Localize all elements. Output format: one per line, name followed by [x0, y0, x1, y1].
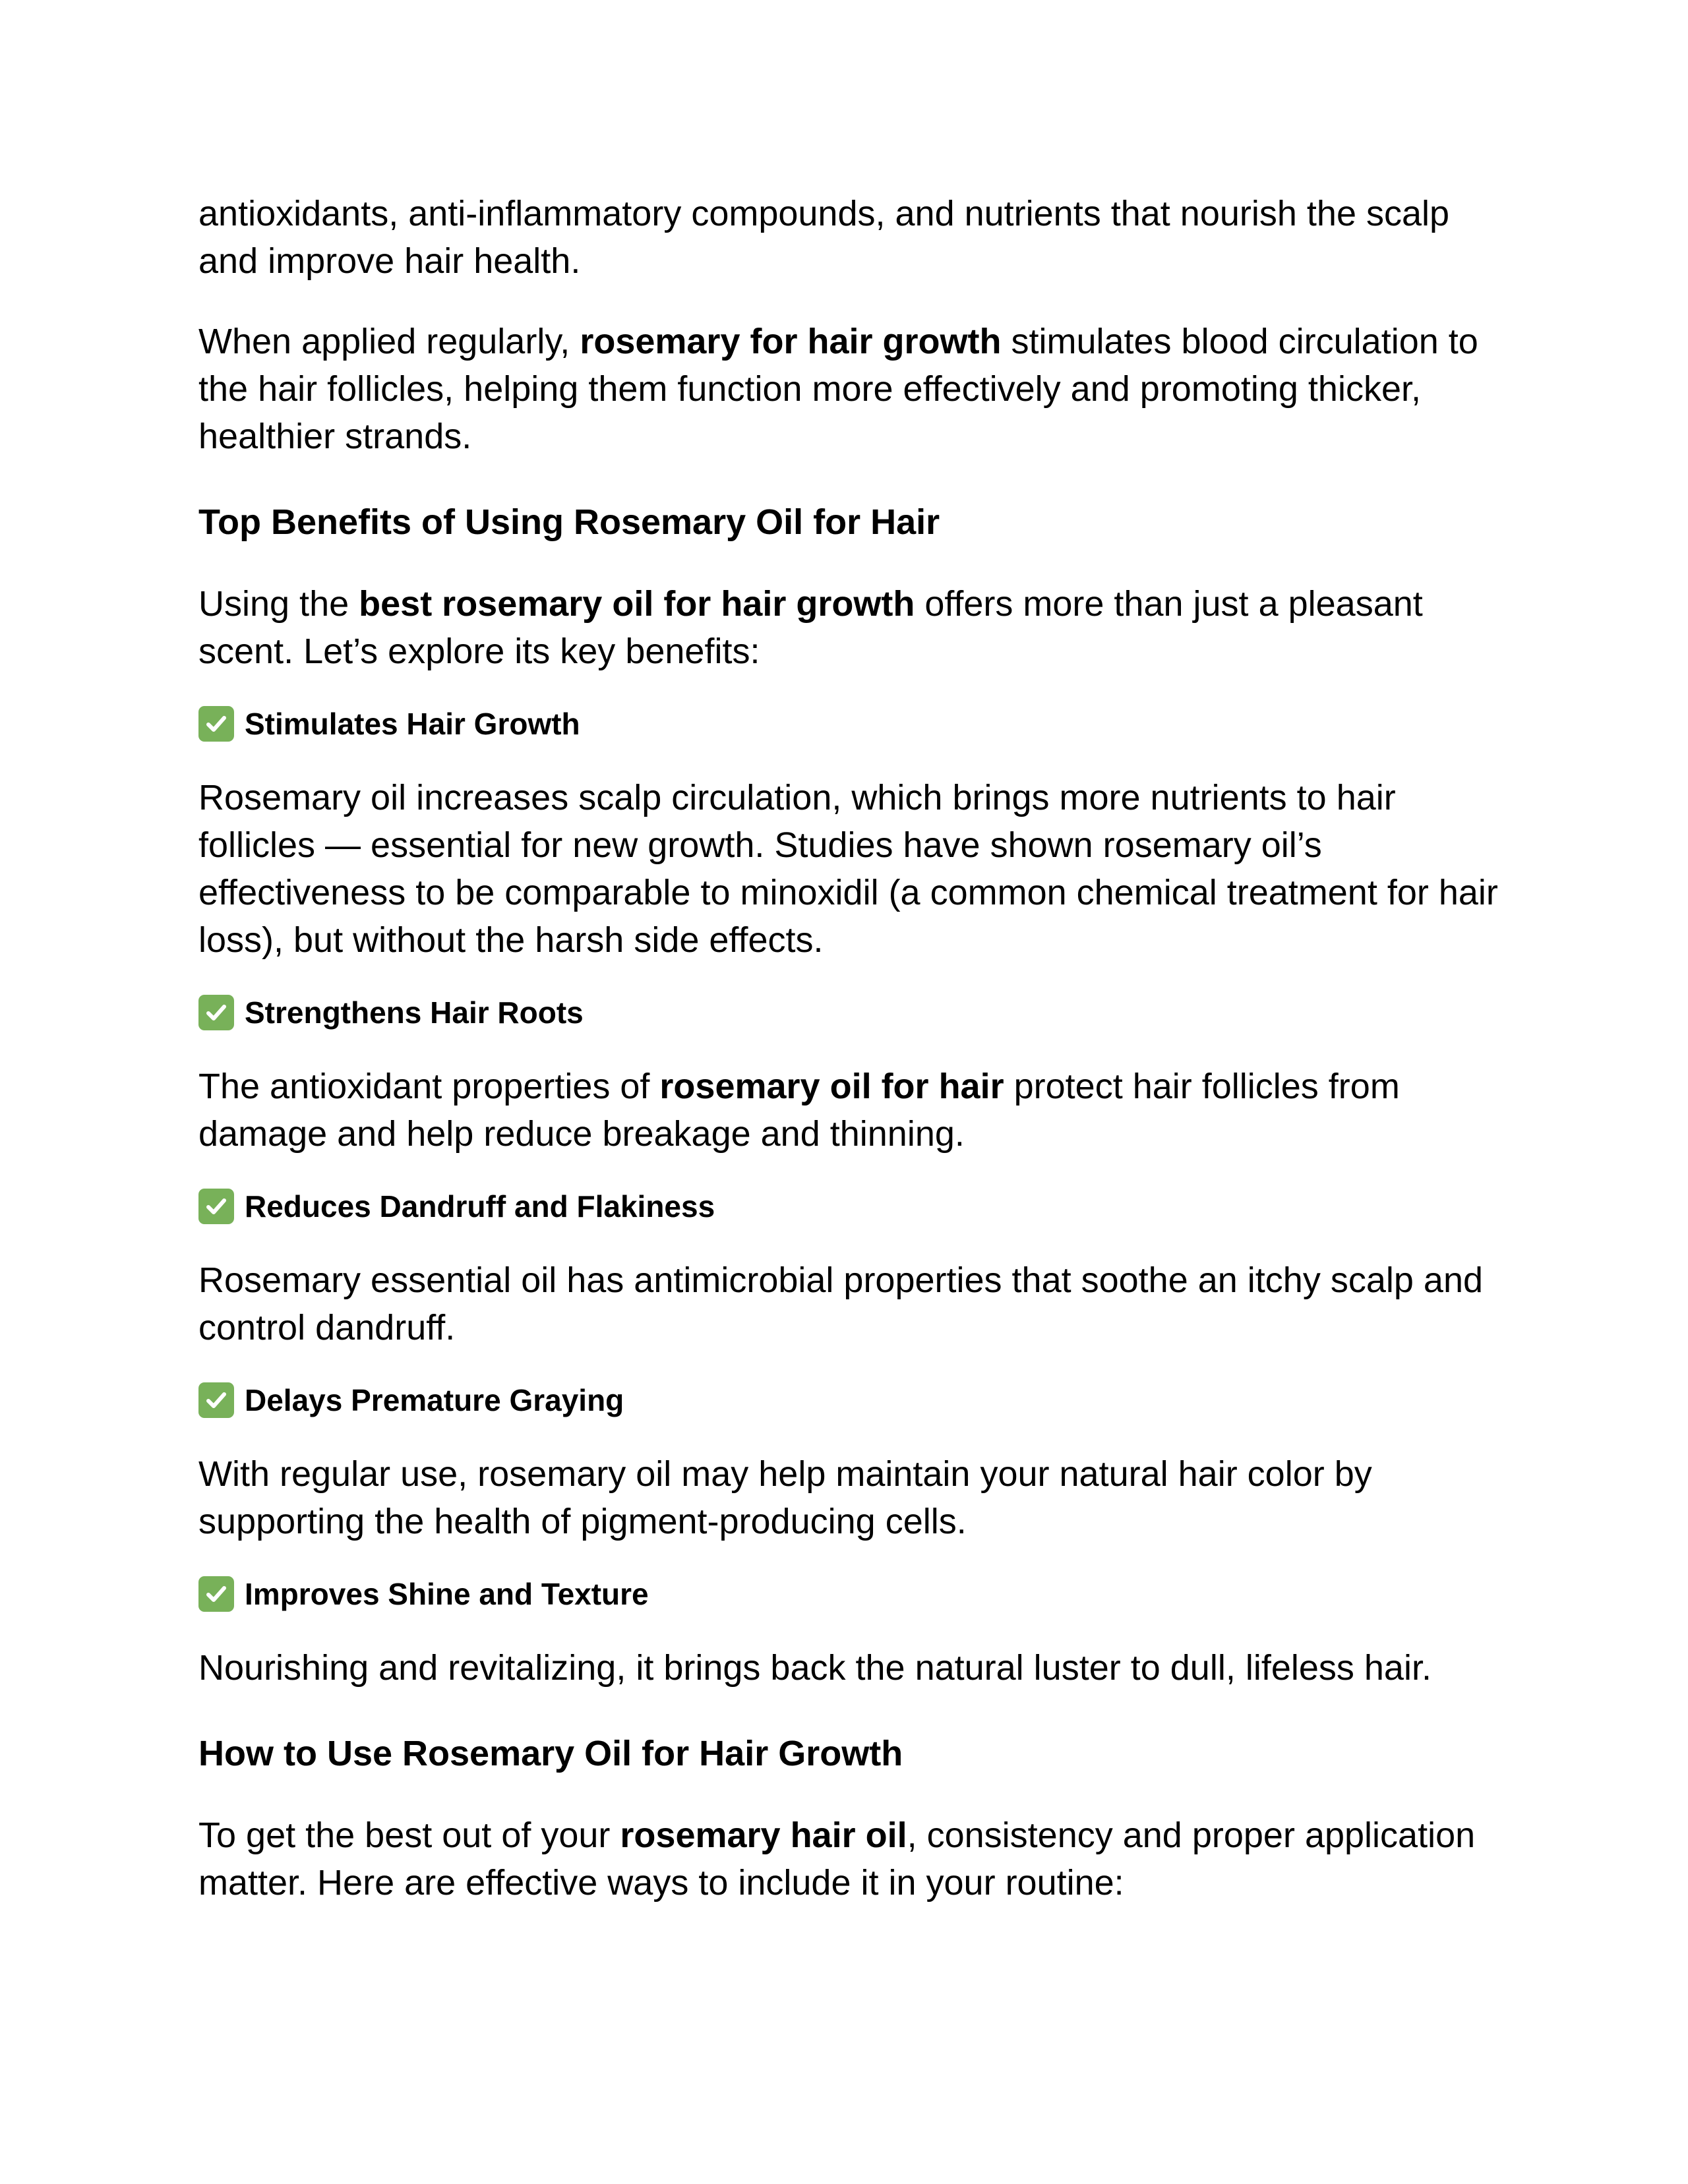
- bold-keyword: rosemary hair oil: [620, 1815, 907, 1855]
- benefit-description: Rosemary oil increases scalp circulation, which brings more nutrients to hair follicles — essential for new growth. Studies have shown rosemary oil’s effectiveness to be comparable to minoxidil (a common chemical treatment for hair loss), but without the harsh side effects.: [198, 778, 1498, 960]
- benefit-heading: [198, 993, 1504, 1032]
- benefit-heading: [198, 1574, 1504, 1614]
- benefits-intro-paragraph: [198, 580, 1504, 675]
- bold-keyword: rosemary for hair growth: [580, 322, 1002, 361]
- text-span: , consistency and proper application matter. Here are effective ways to include it in your routine:: [198, 1815, 1476, 1903]
- check-mark-button-icon: [198, 995, 234, 1030]
- benefit-description: Nourishing and revitalizing, it brings back the natural luster to dull, lifeless hair.: [198, 1648, 1432, 1688]
- check-mark-button-icon: [198, 1382, 234, 1418]
- check-mark-button-icon: [198, 1576, 234, 1612]
- text-span: When applied regularly,: [198, 322, 580, 361]
- text-span: To get the best out of your: [198, 1815, 620, 1855]
- benefit-title: Stimulates Hair Growth: [245, 707, 580, 741]
- text-span: stimulates blood circulation to the hair follicles, helping them function more effectively and promoting thicker, healthier strands.: [198, 322, 1478, 456]
- check-mark-button-icon: [198, 1189, 234, 1224]
- benefit-title: Reduces Dandruff and Flakiness: [245, 1189, 715, 1224]
- benefit-title: Strengthens Hair Roots: [245, 995, 584, 1030]
- text-span: The antioxidant properties of: [198, 1067, 660, 1106]
- benefit-heading: [198, 704, 1504, 744]
- usage-heading: How to Use Rosemary Oil for Hair Growth: [198, 1734, 903, 1773]
- benefit-heading: [198, 1187, 1504, 1226]
- benefit-description: With regular use, rosemary oil may help maintain your natural hair color by supporting the health of pigment-producing cells.: [198, 1454, 1372, 1541]
- bold-keyword: rosemary oil for hair: [659, 1067, 1004, 1106]
- text-span: protect hair follicles from damage and help reduce breakage and thinning.: [198, 1067, 1400, 1154]
- benefit-heading: [198, 1380, 1504, 1420]
- benefit-title: Delays Premature Graying: [245, 1383, 624, 1417]
- benefits-heading: Top Benefits of Using Rosemary Oil for Hair: [198, 502, 940, 542]
- document-page: [198, 190, 1504, 1906]
- benefit-description: Rosemary essential oil has antimicrobial properties that soothe an itchy scalp and control dandruff.: [198, 1260, 1484, 1347]
- benefit-description: [198, 1063, 1504, 1158]
- check-mark-button-icon: [198, 706, 234, 742]
- usage-intro-paragraph: [198, 1812, 1504, 1906]
- circulation-paragraph: [198, 318, 1504, 460]
- bold-keyword: best rosemary oil for hair growth: [359, 584, 915, 624]
- intro-paragraph: antioxidants, anti-inflammatory compounds, and nutrients that nourish the scalp and improve hair health.: [198, 194, 1450, 281]
- text-span: offers more than just a pleasant scent. Let’s explore its key benefits:: [198, 584, 1423, 671]
- benefit-title: Improves Shine and Texture: [245, 1577, 649, 1611]
- text-span: Using the: [198, 584, 359, 624]
